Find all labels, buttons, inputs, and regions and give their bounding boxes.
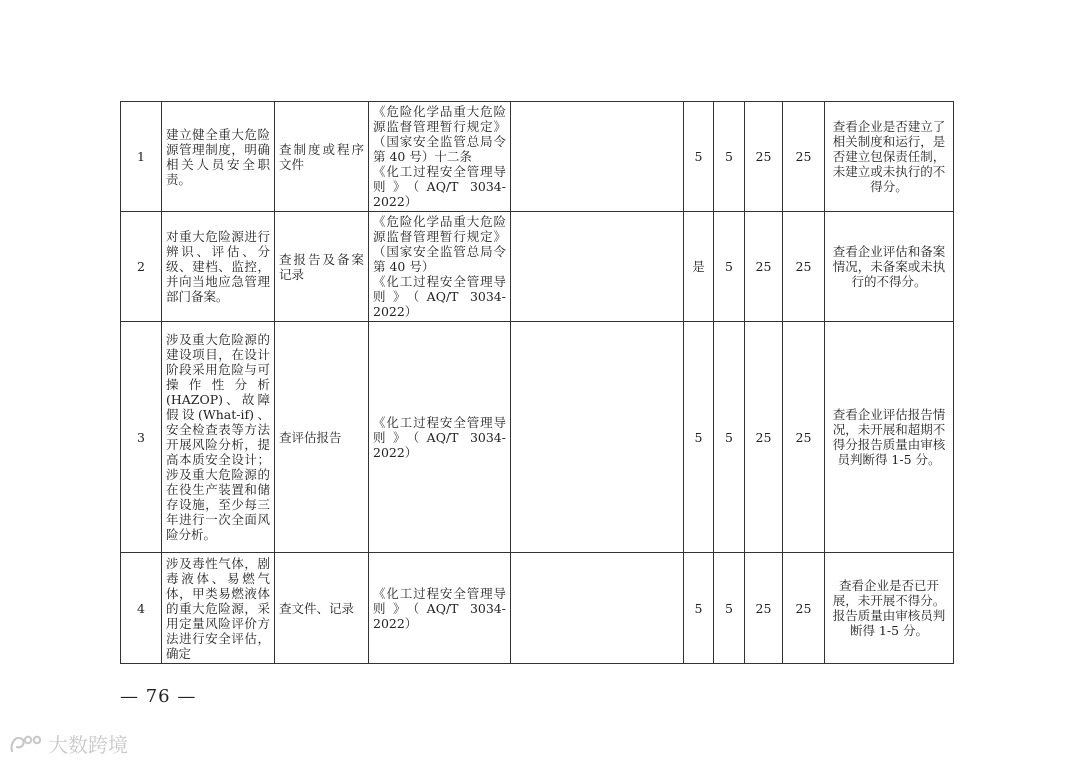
score-cell: 25 <box>783 102 825 212</box>
basis-cell <box>369 212 511 322</box>
blank-cell <box>511 212 684 322</box>
basis-cell <box>369 102 511 212</box>
table-row <box>121 553 954 664</box>
score-cell: 25 <box>783 553 825 664</box>
basis-cell <box>369 322 511 553</box>
blank-cell <box>511 322 684 553</box>
check-method-cell: 查制度或程序文件 <box>275 102 369 212</box>
score-cell: 5 <box>714 322 745 553</box>
score-cell: 25 <box>783 322 825 553</box>
requirement-cell: 涉及毒性气体，剧毒液体、易燃气体，甲类易燃液体的重大危险源，采用定量风险评价方法进行安全评估，确定 <box>162 553 275 664</box>
row-number: 3 <box>121 322 162 553</box>
score-cell: 25 <box>745 102 783 212</box>
score-cell: 25 <box>745 212 783 322</box>
criteria-cell: 查看企业是否建立了相关制度和运行，是否建立包保责任制，未建立或未执行的不得分。 <box>825 102 954 212</box>
criteria-cell: 查看企业评估和备案情况，未备案或未执行的不得分。 <box>825 212 954 322</box>
row-number: 4 <box>121 553 162 664</box>
criteria-cell: 查看企业是否已开展，未开展不得分。报告质量由审核员判断得 1-5 分。 <box>825 553 954 664</box>
flag-cell: 是 <box>684 212 714 322</box>
brand-logo-icon <box>8 731 44 757</box>
watermark <box>8 729 128 758</box>
table-row <box>121 212 954 322</box>
score-cell: 5 <box>714 102 745 212</box>
row-number: 2 <box>121 212 162 322</box>
check-method-cell: 查报告及备案记录 <box>275 212 369 322</box>
criteria-cell: 查看企业评估报告情况，未开展和超期不得分报告质量由审核员判断得 1-5 分。 <box>825 322 954 553</box>
score-cell: 5 <box>714 553 745 664</box>
requirement-cell: 对重大危险源进行辨识、评估、分级、建档、监控，并向当地应急管理部门备案。 <box>162 212 275 322</box>
basis-line: 《化工过程安全管理导则》（AQ/T 3034-2022） <box>373 274 506 319</box>
flag-cell: 5 <box>684 553 714 664</box>
watermark-text: 大数跨境 <box>48 733 128 757</box>
requirement-cell: 建立健全重大危险源管理制度，明确相关人员安全职责。 <box>162 102 275 212</box>
score-cell: 25 <box>783 212 825 322</box>
basis-line: 《化工过程安全管理导则》（AQ/T 3034-2022） <box>373 164 506 209</box>
table-row <box>121 102 954 212</box>
basis-line: 《化工过程安全管理导则》（AQ/T 3034-2022） <box>373 414 506 460</box>
table-row <box>121 322 954 553</box>
flag-cell: 5 <box>684 102 714 212</box>
basis-line: 《危险化学品重大危险源监督管理暂行规定》（国家安全监管总局令第 40 号）十二条 <box>373 104 506 164</box>
blank-cell <box>511 553 684 664</box>
basis-cell <box>369 553 511 664</box>
flag-cell: 5 <box>684 322 714 553</box>
blank-cell <box>511 102 684 212</box>
row-number: 1 <box>121 102 162 212</box>
score-cell: 5 <box>714 212 745 322</box>
page-number: — 76 — <box>120 686 197 707</box>
standards-table <box>120 101 954 664</box>
score-cell: 25 <box>745 322 783 553</box>
requirement-cell: 涉及重大危险源的建设项目，在设计阶段采用危险与可操作性分析(HAZOP)、故障假设(What-if)、安全检查表等方法开展风险分析，提高本质安全设计；涉及重大危险源的在役生产装置和储存设施，至少每三年进行一次全面风险分析。 <box>162 322 275 553</box>
score-cell: 25 <box>745 553 783 664</box>
check-method-cell: 查评估报告 <box>275 322 369 553</box>
basis-line: 《化工过程安全管理导则》（AQ/T 3034-2022） <box>373 585 506 631</box>
basis-line: 《危险化学品重大危险源监督管理暂行规定》（国家安全监管总局令第 40 号） <box>373 214 506 274</box>
check-method-cell: 查文件、记录 <box>275 553 369 664</box>
